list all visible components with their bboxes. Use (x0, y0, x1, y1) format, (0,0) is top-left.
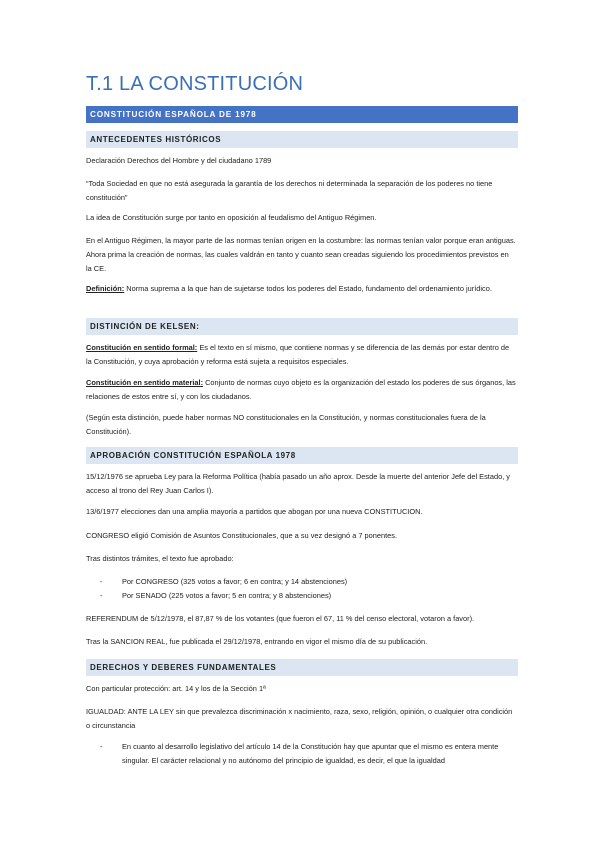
list-item: - En cuanto al desarrollo legislativo del artículo 14 de la Constitución hay que apuntar que el mismo es entera mente singular. El carácter relacional y no autónomo del principio de igualdad, es decir, el que la igualdad (100, 742, 499, 765)
formal-constitution-paragraph (86, 341, 516, 369)
definition-label: Definición: (86, 284, 125, 293)
paragraph: CONGRESO eligió Comisión de Asuntos Constitucionales, que a su vez designó a 7 ponentes. (86, 531, 397, 540)
page-title: T.1 LA CONSTITUCIÓN (86, 73, 304, 95)
paragraph: Tras la SANCION REAL, fue publicada el 29/12/1978, entrando en vigor el mismo día de su publicación. (86, 637, 428, 646)
paragraph: IGUALDAD: ANTE LA LEY sin que prevalezca discriminación x nacimiento, raza, sexo, religión, opinión, o cualquier otra condición o circunstancia (86, 707, 513, 730)
material-text: Conjunto de normas cuyo objeto es la organización del estado los poderes de sus órganos, las relaciones de estos entre sí, y con los ciudadanos. (86, 378, 516, 401)
note-paragraph: (Según esta distinción, puede haber normas NO constitucionales en la Constitución, y normas constitucionales fuera de la Constitución). (86, 413, 486, 436)
main-section-heading: CONSTITUCIÓN ESPAÑOLA DE 1978 (86, 106, 518, 123)
paragraph: REFERENDUM de 5/12/1978, el 87,87 % de los votantes (que fueron el 67, 11 % del censo electoral, votaron a favor). (86, 614, 475, 623)
paragraph: Tras distintos trámites, el texto fue aprobado: (86, 554, 234, 563)
list-item: - Por SENADO (225 votos a favor; 5 en contra; y 8 abstenciones) (100, 591, 332, 600)
section-heading-kelsen: DISTINCIÓN DE KELSEN: (86, 318, 518, 335)
paragraph: En el Antiguo Régimen, la mayor parte de las normas tenían origen en la costumbre: las normas tenían valor porque eran antiguas. Ahora prima la creación de normas, las cuales valdrán en tanto y cuanto sean creadas siguiendo los procedimientos previstos en la CE. (86, 236, 516, 273)
section-heading-antecedentes: ANTECEDENTES HISTÓRICOS (86, 131, 518, 148)
paragraph: Con particular protección: art. 14 y los de la Sección 1ª (86, 684, 266, 693)
definition-text: Norma suprema a la que han de sujetarse todos los poderes del Estado, fundamento del ordenamiento jurídico. (124, 284, 492, 293)
definition-paragraph (86, 282, 516, 296)
paragraph: Declaración Derechos del Hombre y del ciudadano 1789 (86, 156, 272, 165)
paragraph: La idea de Constitución surge por tanto en oposición al feudalismo del Antiguo Régimen. (86, 213, 377, 222)
paragraph: 15/12/1976 se aprueba Ley para la Reforma Política (había pasado un año aprox. Desde la muerte del anterior Jefe del Estado, y acceso al trono del Rey Juan Carlos I). (86, 472, 510, 495)
material-constitution-paragraph (86, 376, 516, 404)
material-label: Constitución en sentido material: (86, 378, 204, 387)
quote-paragraph: “Toda Sociedad en que no está asegurada la garantía de los derechos ni determinada la separación de los poderes no tiene constitución” (86, 179, 493, 202)
section-heading-aprobacion: APROBACIÓN CONSTITUCIÓN ESPAÑOLA 1978 (86, 447, 518, 464)
formal-text: Es el texto en sí mismo, que contiene normas y se diferencia de las demás por estar dentro de la Constitución, y cuya aprobación y reforma está sujeta a requisitos especiales. (86, 343, 510, 366)
section-heading-derechos: DERECHOS Y DEBERES FUNDAMENTALES (86, 659, 518, 676)
formal-label: Constitución en sentido formal: (86, 343, 198, 352)
list-item: - Por CONGRESO (325 votos a favor; 6 en contra; y 14 abstenciones) (100, 577, 348, 586)
paragraph: 13/6/1977 elecciones dan una amplia mayoría a partidos que abogan por una nueva CONSTITUCION. (86, 507, 423, 516)
